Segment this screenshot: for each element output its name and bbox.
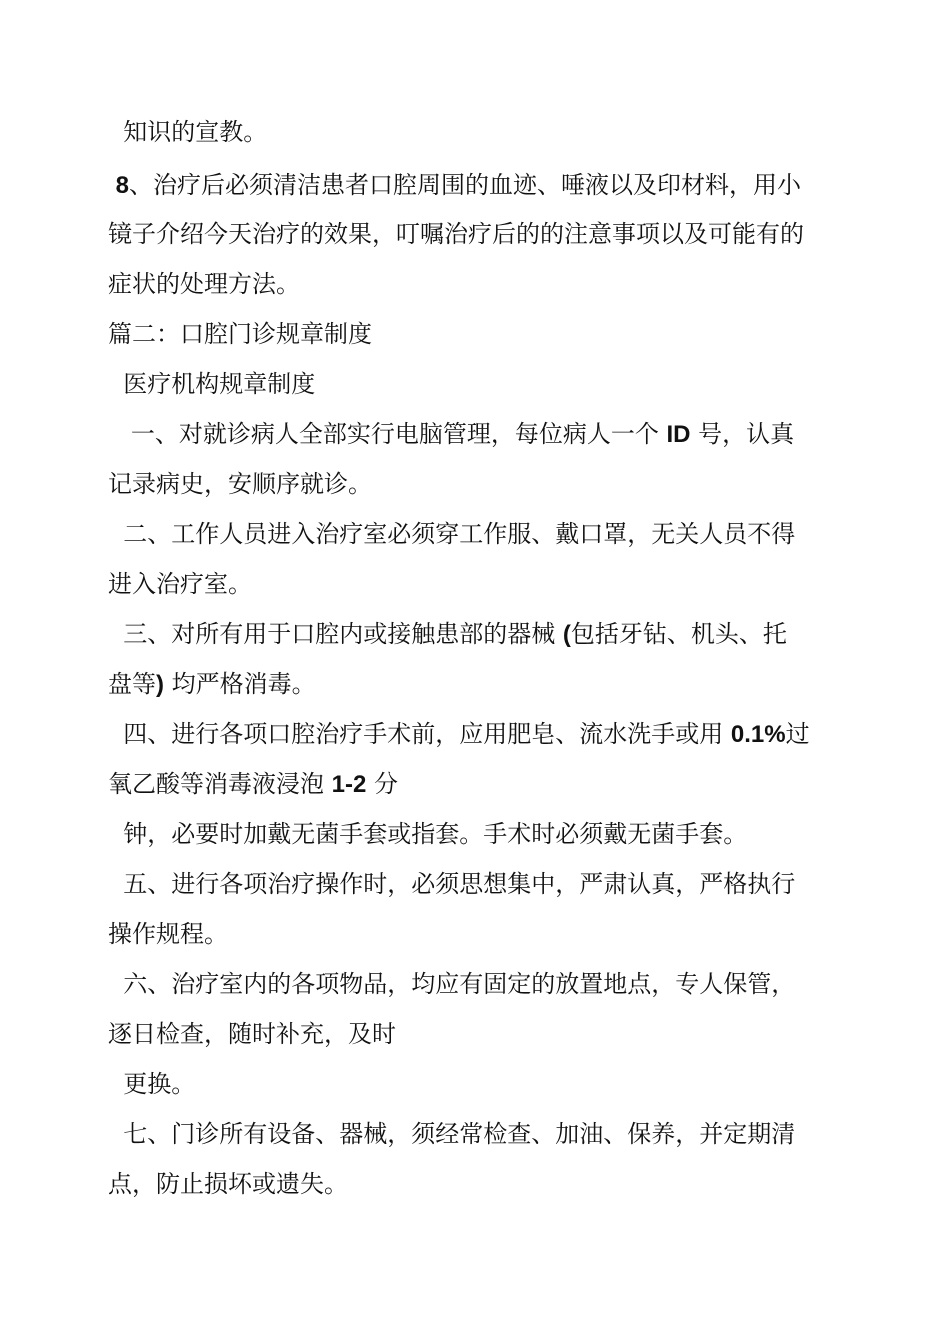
text-line: [108, 112, 848, 152]
item-number: 8: [115, 172, 129, 199]
text-line: [108, 1164, 848, 1204]
text-segment: 氧乙酸等消毒液浸泡: [108, 770, 332, 798]
text-line: [108, 614, 848, 654]
text-segment: 镜子介绍今天治疗的效果，叮嘱治疗后的的注意事项以及可能有的: [108, 220, 804, 248]
text-segment: 篇二：口腔门诊规章制度: [108, 320, 372, 348]
text-line: [108, 564, 848, 604]
text-segment: 、治疗后必须清洁患者口腔周围的血迹、唾液以及印材料，用小: [129, 171, 801, 199]
text-segment: 分: [366, 770, 398, 798]
section-heading: [108, 314, 848, 354]
text-segment: 二、工作人员进入治疗室必须穿工作服、戴口罩，无关人员不得: [108, 520, 796, 548]
text-line: [108, 964, 848, 1004]
text-segment: 三、对所有用于口腔内或接触患部的器械: [108, 620, 563, 648]
text-line: [108, 214, 848, 254]
text-line: [108, 764, 848, 804]
text-line: [108, 814, 848, 854]
id-label: ID: [666, 421, 691, 448]
text-segment: 包括牙钻、机头、托: [570, 620, 787, 648]
text-segment: 七、门诊所有设备、器械，须经常检查、加油、保养，并定期清: [108, 1120, 796, 1148]
text-segment: 进入治疗室。: [108, 570, 252, 598]
text-line: [108, 914, 848, 954]
text-line: [108, 664, 848, 704]
text-line: [108, 414, 848, 454]
text-line: [108, 514, 848, 554]
text-line: [108, 464, 848, 504]
text-line: [108, 264, 848, 304]
section-subheading: [108, 364, 848, 404]
text-segment: 号，认真: [690, 420, 795, 448]
text-line: [108, 1064, 848, 1104]
text-segment: 知识的宣教。: [108, 118, 268, 146]
text-segment: 记录病史，安顺序就诊。: [108, 470, 372, 498]
text-line: [108, 165, 848, 205]
text-segment: [108, 171, 116, 199]
text-segment: 操作规程。: [108, 920, 228, 948]
text-segment: 过: [785, 720, 810, 748]
text-segment: 更换。: [108, 1070, 196, 1098]
text-segment: 一、对就诊病人全部实行电脑管理，每位病人一个: [108, 420, 667, 448]
paren-open: (: [562, 621, 571, 648]
text-line: [108, 1114, 848, 1154]
minute-range: 1-2: [331, 771, 367, 798]
text-segment: 六、治疗室内的各项物品，均应有固定的放置地点，专人保管，: [108, 970, 796, 998]
text-line: [108, 1014, 848, 1054]
text-segment: 钟，必要时加戴无菌手套或指套。手术时必须戴无菌手套。: [108, 820, 748, 848]
text-segment: 均严格消毒。: [164, 670, 316, 698]
paren-close: ): [156, 671, 164, 698]
text-segment: 四、进行各项口腔治疗手术前，应用肥皂、流水洗手或用: [108, 720, 731, 748]
text-segment: 医疗机构规章制度: [108, 370, 316, 398]
text-segment: 盘等: [108, 670, 156, 698]
text-segment: 点，防止损坏或遗失。: [108, 1170, 348, 1198]
text-segment: 症状的处理方法。: [108, 270, 300, 298]
text-segment: 逐日检查，随时补充，及时: [108, 1020, 396, 1048]
text-line: [108, 864, 848, 904]
text-segment: 五、进行各项治疗操作时，必须思想集中，严肃认真，严格执行: [108, 870, 796, 898]
text-line: [108, 714, 848, 754]
percent-value: 0.1%: [730, 721, 786, 748]
